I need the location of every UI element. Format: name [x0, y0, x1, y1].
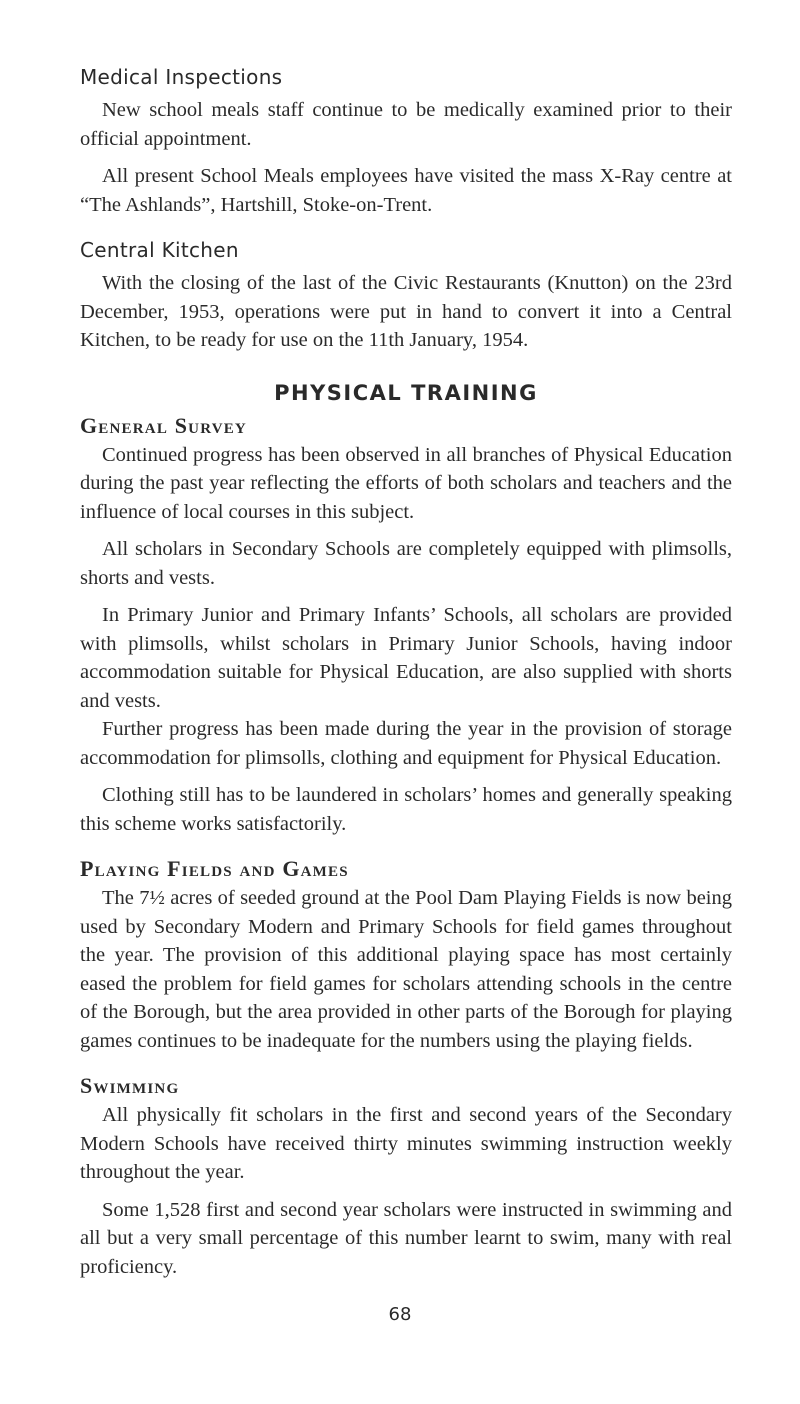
section-heading-central-kitchen: Central Kitchen	[80, 238, 239, 262]
paragraph: All scholars in Secondary Schools are completely equipped with plimsolls, shorts and vests.	[80, 538, 732, 589]
section-heading-medical-inspections: Medical Inspections	[80, 65, 283, 89]
page-number: 68	[388, 1304, 412, 1325]
paragraph: Further progress has been made during the year in the provision of storage accommodation for plimsolls, clothing and equipment for Physical Education.	[80, 718, 732, 769]
subheading-playing-fields-and-games: Playing Fields and Games	[80, 856, 349, 881]
paragraph: All present School Meals employees have visited the mass X-Ray centre at “The Ashlands”, Hartshill, Stoke-on-Trent.	[80, 165, 732, 216]
subheading-general-survey: General Survey	[80, 412, 247, 438]
paragraph: With the closing of the last of the Civic Restaurants (Knutton) on the 23rd December, 1953, operations were put in hand to convert it into a Central Kitchen, to be ready for use on the 11th January, 1954.	[80, 272, 732, 351]
document-page	[80, 62, 732, 1281]
paragraph: Some 1,528 first and second year scholars were instructed in swimming and all but a very small percentage of this number learnt to swim, many with real proficiency.	[80, 1198, 732, 1278]
subheading-swimming: Swimming	[80, 1073, 180, 1098]
paragraph: The 7½ acres of seeded ground at the Pool Dam Playing Fields is now being used by Secondary Modern and Primary Schools for field games throughout the year. The provision of this additional playing space has most certainly eased the problem for field games for scholars attending schools in the centre of the Borough, but the area provided in other parts of the Borough for playing games continues to be inadequate for the numbers using the playing fields.	[80, 887, 732, 1052]
paragraph: Continued progress has been observed in all branches of Physical Education during the past year reflecting the efforts of both scholars and teachers and the influence of local courses in this subject.	[80, 443, 732, 523]
paragraph: Clothing still has to be laundered in scholars’ homes and generally speaking this scheme works satisfactorily.	[80, 784, 732, 835]
paragraph: All physically fit scholars in the first and second years of the Secondary Modern Schools have received thirty minutes swimming instruction weekly throughout the year.	[80, 1104, 732, 1183]
paragraph: In Primary Junior and Primary Infants’ Schools, all scholars are provided with plimsolls, whilst scholars in Primary Junior Schools, having indoor accommodation suitable for Physical Education, are also supplied with shorts and vests.	[80, 604, 732, 712]
paragraph: New school meals staff continue to be medically examined prior to their official appointment.	[80, 99, 732, 150]
chapter-heading-physical-training: PHYSICAL TRAINING	[274, 380, 538, 405]
